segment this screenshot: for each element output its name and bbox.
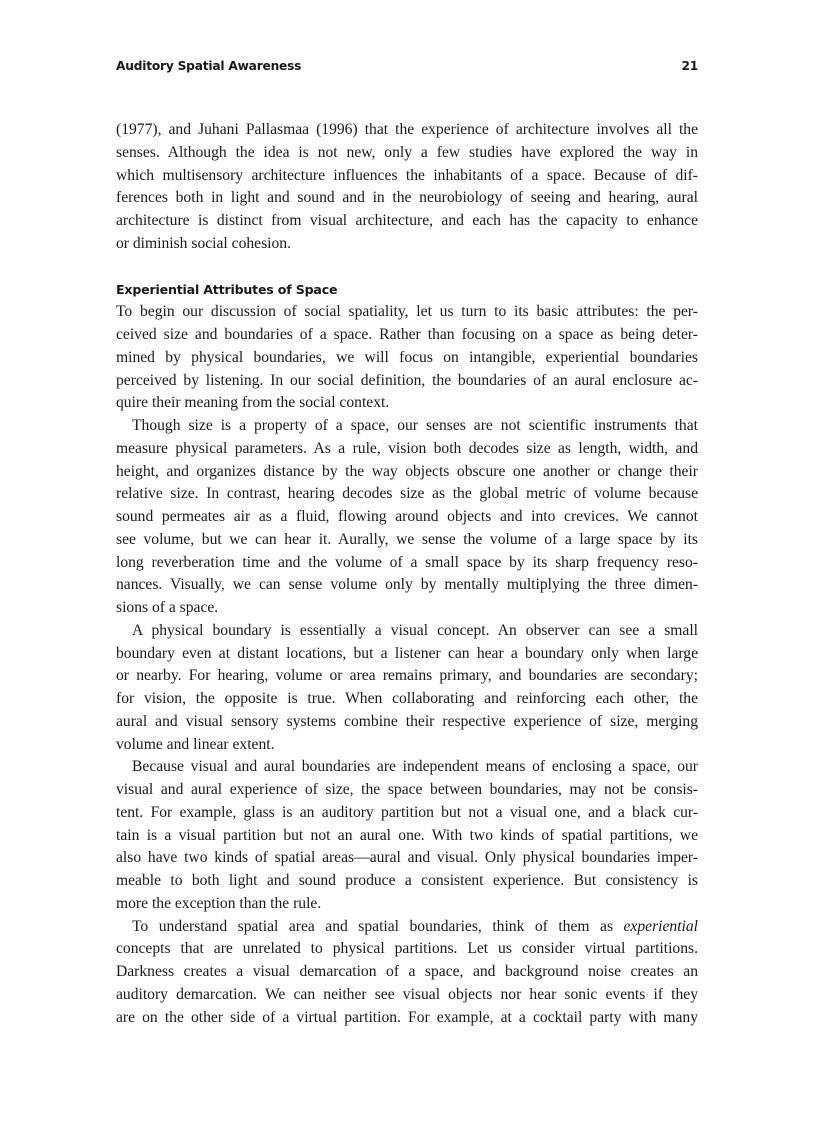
text-line: visual and aural experience of size, the space between boundaries, may not be consis- (116, 781, 698, 798)
text-line: nances. Visually, we can sense volume only by mentally multiplying the three dimen- (116, 576, 698, 594)
text-line: ceived size and boundaries of a space. Rather than focusing on a space as being deter- (116, 326, 698, 343)
text-line: perceived by listening. In our social definition, the boundaries of an aural enclosure ac- (116, 371, 698, 389)
text-line: tain is a visual partition but not an aural one. With two kinds of spatial partitions, we (116, 826, 698, 844)
text-line: tent. For example, glass is an auditory partition but not a visual one, and a black cur- (116, 803, 698, 821)
paragraph (116, 620, 698, 757)
text-line: boundary even at distant locations, but a listener can hear a boundary only when large (116, 644, 698, 662)
text-line: long reverberation time and the volume of a small space by its sharp frequency reso- (116, 553, 698, 571)
text-line (116, 916, 698, 939)
text-line: (1977), and Juhani Pallasmaa (1996) that the experience of architecture involves all the (116, 121, 698, 138)
paragraph (116, 756, 698, 915)
text-line: or nearby. For hearing, volume or area remains primary, and boundaries are secondary; (116, 667, 698, 685)
italic-term: experiential (623, 917, 698, 935)
text-line: measure physical parameters. As a rule, vision both decodes size as length, width, and (116, 439, 698, 457)
text-run: To understand spatial area and spatial boundaries, think of them as (132, 917, 624, 935)
text-line: architecture is distinct from visual architecture, and each has the capacity to enhance (116, 212, 698, 229)
running-head (116, 59, 698, 79)
paragraph (116, 916, 698, 1030)
text-line: volume and linear extent. (116, 735, 275, 753)
text-line: or diminish social cohesion. (116, 234, 291, 252)
text-line: sound permeates air as a fluid, flowing around objects and into crevices. We cannot (116, 508, 698, 525)
text-line: concepts that are unrelated to physical partitions. Let us consider virtual partitions. (116, 940, 698, 958)
text-line: also have two kinds of spatial areas—aural and visual. Only physical boundaries imper- (116, 849, 698, 867)
text-line: meable to both light and sound produce a consistent experience. But consistency is (116, 872, 698, 889)
paragraph-continued (116, 119, 698, 256)
text-line: are on the other side of a virtual partition. For example, at a cocktail party with many (116, 1008, 698, 1026)
text-line: A physical boundary is essentially a visual concept. An observer can see a small (132, 621, 698, 639)
paragraph (116, 301, 698, 415)
section-heading: Experiential Attributes of Space (116, 281, 338, 297)
text-line: Darkness creates a visual demarcation of a space, and background noise creates an (116, 963, 698, 980)
text-line: aural and visual sensory systems combine their respective experience of size, merging (116, 712, 698, 730)
text-line: height, and organizes distance by the way objects obscure one another or change their (116, 462, 698, 480)
text-line: auditory demarcation. We can neither see visual objects nor hear sonic events if they (116, 985, 698, 1003)
text-line: senses. Although the idea is not new, only a few studies have explored the way in (116, 143, 698, 161)
text-line: which multisensory architecture influences the inhabitants of a space. Because of dif- (116, 166, 698, 184)
text-line: sions of a space. (116, 599, 219, 616)
paragraph (116, 415, 698, 620)
text-line: quire their meaning from the social context. (116, 394, 390, 412)
text-line: To begin our discussion of social spatiality, let us turn to its basic attributes: the per- (116, 303, 698, 321)
page-number: 21 (681, 59, 698, 73)
text-line: relative size. In contrast, hearing decodes size as the global metric of volume because (116, 485, 698, 503)
text-line: ferences both in light and sound and in the neurobiology of seeing and hearing, aural (116, 189, 698, 207)
text-line: Though size is a property of a space, our senses are not scientific instruments that (132, 417, 698, 434)
text-line: more the exception than the rule. (116, 894, 322, 912)
body-text (116, 119, 698, 1029)
running-head-title: Auditory Spatial Awareness (116, 59, 302, 73)
text-line: mined by physical boundaries, we will focus on intangible, experiential boundaries (116, 348, 698, 366)
text-line: Because visual and aural boundaries are independent means of enclosing a space, our (132, 758, 698, 776)
text-line: see volume, but we can hear it. Aurally, we sense the volume of a large space by its (116, 530, 698, 548)
text-line: for vision, the opposite is true. When collaborating and reinforcing each other, the (116, 690, 698, 707)
